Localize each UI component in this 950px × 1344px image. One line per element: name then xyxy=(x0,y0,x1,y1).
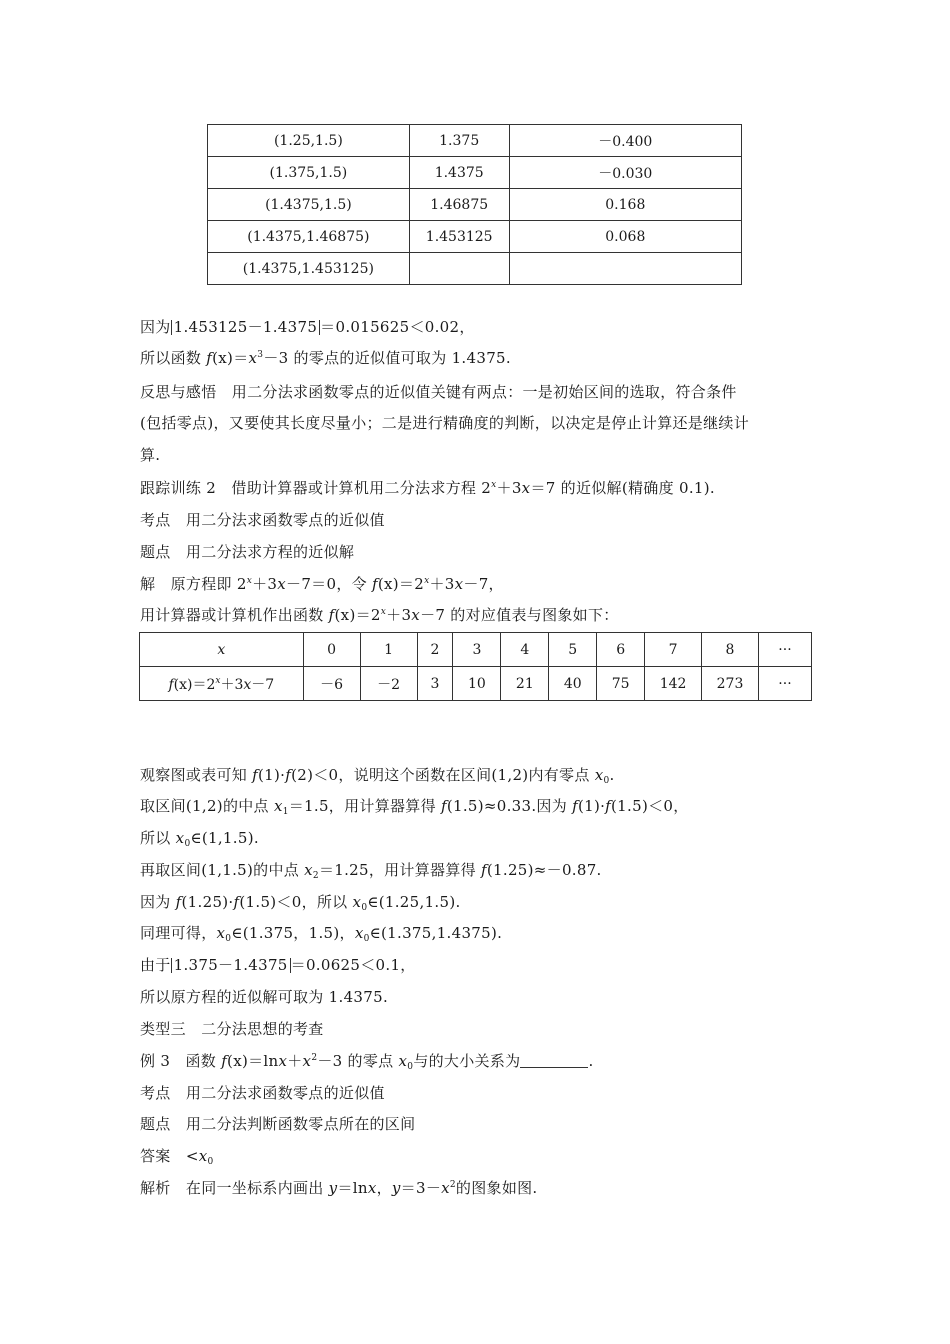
table-cell: －0.030 xyxy=(509,157,741,189)
table-row xyxy=(208,253,742,285)
table-cell: (1.25,1.5) xyxy=(208,125,410,157)
paragraph-step-6: 由于 1.375－1.4375 ＝0.0625＜0.1， xyxy=(140,956,416,974)
paragraph-step-4: 因为 f(1.25)·f(1.5)＜0，所以 $x_0\in(1.25,1.5)$. xyxy=(140,893,461,913)
paragraph-reflection-1: 反思与感悟 用二分法求函数零点的近似值关键有两点：一是初始区间的选取，符合条件 xyxy=(140,383,737,401)
table-row xyxy=(208,189,742,221)
table-row xyxy=(208,125,742,157)
fx-value-cell: 142 xyxy=(645,667,702,701)
table-cell: 1.46875 xyxy=(409,189,509,221)
paragraph-example-3: 例 3 函数 $f(x)=\ln x+x^2-3$ 的零点 $x_0$与的大小关系为 . xyxy=(140,1052,594,1072)
bisection-table xyxy=(207,124,742,285)
fx-value-cell: 10 xyxy=(453,667,501,701)
paragraph-step-3: 再取区间(1,1.5)的中点 $x_2=1.25$，用计算器算得 f(1.25)≈－0.87. xyxy=(140,861,602,881)
x-value-cell: 0 xyxy=(303,633,360,667)
paragraph-table-intro: 用计算器或计算机作出函数 $f(x)=2^x+3x-7$ 的对应值表与图象如下： xyxy=(140,606,619,624)
paragraph-abs-check: 因为 1.453125－1.4375 ＝0.015625＜0.02， xyxy=(140,318,475,336)
table-row xyxy=(208,157,742,189)
answer-blank xyxy=(520,1053,588,1068)
table-cell xyxy=(409,253,509,285)
table-row xyxy=(208,221,742,253)
paragraph-solution: 解 原方程即 $2^x+3x-7=0$，令 $f(x)=2^x+3x-7$， xyxy=(140,575,504,593)
paragraph-subtopic: 题点 用二分法求方程的近似解 xyxy=(140,543,355,561)
paragraph-observe: 观察图或表可知 f(1)·f(2)＜0，说明这个函数在区间(1,2)内有零点 $x_0$. xyxy=(140,766,615,786)
fx-header: $f(x)=2^x+3x-7$ xyxy=(140,667,304,701)
paragraph-reflection-2: (包括零点)，又要使其长度尽量小；二是进行精确度的判断，以决定是停止计算还是继续计 xyxy=(140,414,750,432)
paragraph-reflection-3: 算. xyxy=(140,446,161,464)
abs-value-2: 1.375－1.4375 xyxy=(171,958,291,973)
paragraph-step-1: 取区间(1,2)的中点 $x_1=1.5$，用计算器算得 f(1.5)≈0.33.因为 f(1)·f(1.5)＜0， xyxy=(140,797,689,817)
table-cell: 1.375 xyxy=(409,125,509,157)
x-value-cell: 8 xyxy=(702,633,759,667)
table-cell: 1.453125 xyxy=(409,221,509,253)
x-value-cell: 6 xyxy=(597,633,645,667)
section-heading: 类型三 二分法思想的考查 xyxy=(140,1020,324,1038)
fx-value-cell: 273 xyxy=(702,667,759,701)
x-value-cell: 4 xyxy=(501,633,549,667)
paragraph-conclusion: 所以函数 $f(x)=x^3-3$ 的零点的近似值可取为 1.4375. xyxy=(140,349,511,367)
paragraph-topic-2: 考点 用二分法求函数零点的近似值 xyxy=(140,1084,385,1102)
x-value-cell: 3 xyxy=(453,633,501,667)
paragraph-step-5: 同理可得，$x_0\in(1.375$，1.5)，$x_0\in(1.375,1.4375)$. xyxy=(140,924,503,944)
fx-value-cell: －2 xyxy=(360,667,417,701)
x-value-cell: 2 xyxy=(417,633,453,667)
paragraph-exercise-2: 跟踪训练 2 借助计算器或计算机用二分法求方程 $2^x+3x=7$ 的近似解(精确度 0.1). xyxy=(140,479,715,497)
table-cell: (1.4375,1.453125) xyxy=(208,253,410,285)
table-cell: 0.068 xyxy=(509,221,741,253)
table-cell: 1.4375 xyxy=(409,157,509,189)
paragraph-step-2: 所以 $x_0\in(1,1.5)$. xyxy=(140,829,259,849)
x-row xyxy=(140,633,812,667)
paragraph-step-7: 所以原方程的近似解可取为 1.4375. xyxy=(140,988,389,1006)
table-cell: (1.4375,1.46875) xyxy=(208,221,410,253)
x-value-cell: 1 xyxy=(360,633,417,667)
fx-value-cell: 75 xyxy=(597,667,645,701)
table-cell: (1.375,1.5) xyxy=(208,157,410,189)
fx-value-cell: 40 xyxy=(549,667,597,701)
paragraph-topic: 考点 用二分法求函数零点的近似值 xyxy=(140,511,385,529)
x-value-cell: ··· xyxy=(758,633,811,667)
x-value-cell: 7 xyxy=(645,633,702,667)
table-cell: 0.168 xyxy=(509,189,741,221)
paragraph-answer: 答案 $<x_0$ xyxy=(140,1147,214,1167)
abs-value: 1.453125－1.4375 xyxy=(171,320,321,335)
table-cell: －0.400 xyxy=(509,125,741,157)
value-table xyxy=(139,632,812,701)
table-cell: (1.4375,1.5) xyxy=(208,189,410,221)
x-value-cell: 5 xyxy=(549,633,597,667)
table-cell xyxy=(509,253,741,285)
paragraph-subtopic-2: 题点 用二分法判断函数零点所在的区间 xyxy=(140,1115,416,1133)
fx-row xyxy=(140,667,812,701)
fx-value-cell: ··· xyxy=(758,667,811,701)
fx-value-cell: 21 xyxy=(501,667,549,701)
fx-value-cell: －6 xyxy=(303,667,360,701)
paragraph-analysis: 解析 在同一坐标系内画出 y＝lnx，$y=3-x^2$的图象如图. xyxy=(140,1179,538,1197)
x-header: x xyxy=(140,633,304,667)
fx-value-cell: 3 xyxy=(417,667,453,701)
